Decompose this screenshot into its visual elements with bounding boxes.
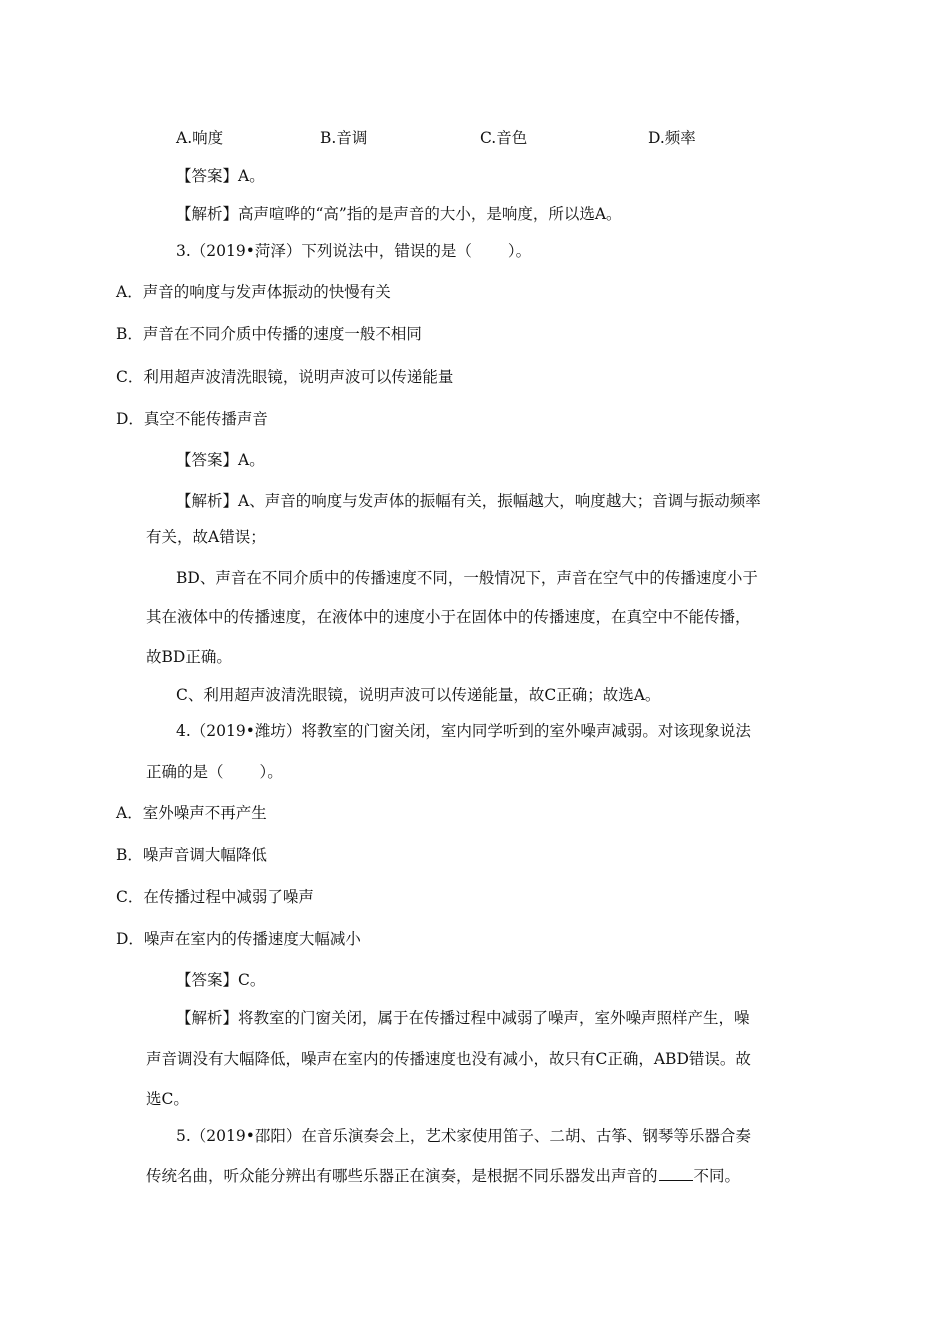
q4-stem-line-2-before: 正确的是（ bbox=[146, 763, 224, 781]
q4-answer: 【答案】C。 bbox=[176, 971, 266, 989]
q2-option-a: A.响度 bbox=[176, 129, 224, 147]
q4-analysis-line-2: 声音调没有大幅降低，噪声在室内的传播速度也没有减小，故只有C正确，ABD错误。故 bbox=[146, 1050, 751, 1068]
q5-stem-line-1: 5.（2019•邵阳）在音乐演奏会上，艺术家使用笛子、二胡、古筝、钢琴等乐器合奏 bbox=[176, 1127, 751, 1145]
q5-stem-line-2-after: 不同。 bbox=[693, 1167, 741, 1185]
q3-analysis-line-1: 【解析】A、声音的响度与发声体的振幅有关，振幅越大，响度越大；音调与振动频率 bbox=[176, 492, 761, 510]
q3-stem bbox=[176, 240, 531, 262]
q4-stem-line-1: 4.（2019•潍坊）将教室的门窗关闭，室内同学听到的室外噪声减弱。对该现象说法 bbox=[176, 722, 751, 740]
q4-option-d: D．噪声在室内的传播速度大幅减小 bbox=[116, 930, 361, 948]
q3-option-a: A．声音的响度与发声体振动的快慢有关 bbox=[116, 283, 391, 301]
q2-answer: 【答案】A。 bbox=[176, 167, 265, 185]
q4-analysis-line-1: 【解析】将教室的门窗关闭，属于在传播过程中减弱了噪声，室外噪声照样产生，噪 bbox=[176, 1009, 750, 1027]
q3-stem-after: ）。 bbox=[507, 242, 532, 260]
q4-option-a: A．室外噪声不再产生 bbox=[116, 804, 267, 822]
q4-stem-line-2-after: ）。 bbox=[259, 763, 283, 781]
q2-option-c: C.音色 bbox=[480, 129, 528, 147]
q2-analysis: 【解析】高声喧哗的“高”指的是声音的大小，是响度，所以选A。 bbox=[176, 205, 622, 223]
q3-option-b: B．声音在不同介质中传播的速度一般不相同 bbox=[116, 325, 422, 343]
q5-answer-blank[interactable] bbox=[659, 1166, 693, 1181]
q3-answer: 【答案】A。 bbox=[176, 451, 265, 469]
q2-option-b: B.音调 bbox=[320, 129, 368, 147]
q3-stem-before: 3.（2019•菏泽）下列说法中，错误的是（ bbox=[176, 242, 472, 260]
q3-option-d: D．真空不能传播声音 bbox=[116, 410, 268, 428]
q3-analysis-line-3: BD、声音在不同介质中的传播速度不同，一般情况下，声音在空气中的传播速度小于 bbox=[176, 569, 758, 587]
q5-stem-line-2-before: 传统名曲，听众能分辨出有哪些乐器正在演奏，是根据不同乐器发出声音的 bbox=[146, 1167, 658, 1185]
q3-analysis-line-6: C、利用超声波清洗眼镜，说明声波可以传递能量，故C正确；故选A。 bbox=[176, 686, 661, 704]
q4-analysis-line-3: 选C。 bbox=[146, 1090, 189, 1108]
q4-option-c: C．在传播过程中减弱了噪声 bbox=[116, 888, 314, 906]
q3-option-c: C．利用超声波清洗眼镜，说明声波可以传递能量 bbox=[116, 368, 454, 386]
q2-options bbox=[176, 127, 736, 149]
q4-stem-line-2 bbox=[146, 761, 283, 783]
q3-analysis-line-2: 有关，故A错误； bbox=[146, 528, 266, 546]
q2-option-d: D.频率 bbox=[648, 129, 696, 147]
q5-stem-line-2 bbox=[146, 1165, 740, 1187]
q3-analysis-line-5: 故BD正确。 bbox=[146, 648, 232, 666]
q4-option-b: B．噪声音调大幅降低 bbox=[116, 846, 267, 864]
q3-analysis-line-4: 其在液体中的传播速度，在液体中的速度小于在固体中的传播速度，在真空中不能传播， bbox=[146, 608, 751, 626]
